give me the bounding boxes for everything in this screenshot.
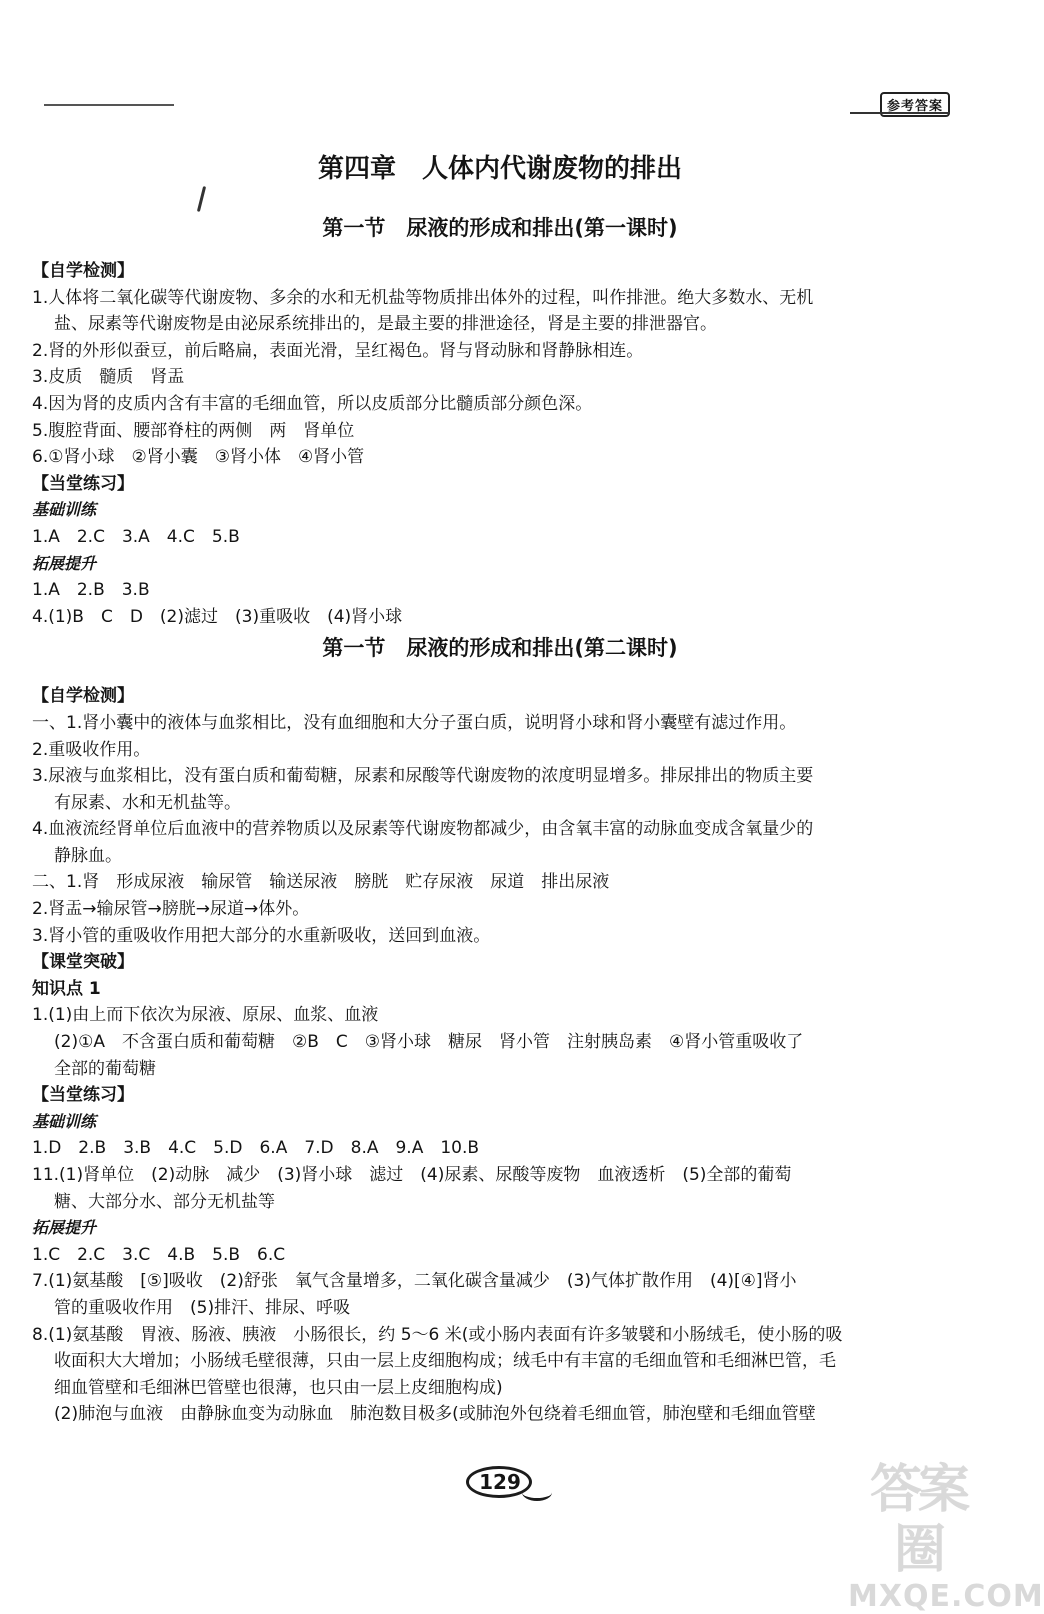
answer-line: 7.(1)氨基酸 [⑤]吸收 (2)舒张 氧气含量增多，二氧化碳含量减少 (3)气体扩散作用 (4)[④]肾小 [32,1271,797,1292]
subheading-basic-training: 基础训练 [32,500,97,520]
watermark-text: 答案圈 [869,1460,966,1580]
answer-line: 盐、尿素等代谢废物是由泌尿系统排出的，是最主要的排泄途径，肾是主要的排泄器官。 [54,314,717,335]
heading-class-practice: 【当堂练习】 [32,1085,134,1106]
answer-line: 3.尿液与血浆相比，没有蛋白质和葡萄糖，尿素和尿酸等代谢废物的浓度明显增多。排尿排出的物质主要 [32,766,814,787]
chapter-title: 第四章 人体内代谢废物的排出 [317,154,682,184]
answer-line: 1.(1)由上而下依次为尿液、原尿、血浆、血液 [32,1005,379,1026]
header-badge: 参考答案 [880,92,950,117]
answer-line: 2.肾盂→输尿管→膀胱→尿道→体外。 [32,899,310,920]
answer-line: 4.血液流经肾单位后血液中的营养物质以及尿素等代谢废物都减少，由含氧丰富的动脉血变成含氧量少的 [32,819,814,840]
answer-line: 2.重吸收作用。 [32,739,151,760]
answer-line: 1.C 2.C 3.C 4.B 5.B 6.C [32,1244,286,1265]
heading-self-check: 【自学检测】 [32,686,134,707]
answer-line: (2)①A 不含蛋白质和葡萄糖 ②B C ③肾小球 糖尿 肾小管 注射胰岛素 ④肾小管重吸收了 [54,1032,804,1053]
answer-line: 糖、大部分水、部分无机盐等 [54,1191,275,1212]
answer-line: 4.(1)B C D (2)滤过 (3)重吸收 (4)肾小球 [32,606,403,627]
answer-line: 3.皮质 髓质 肾盂 [32,367,185,388]
answer-line: 管的重吸收作用 (5)排汗、排尿、呼吸 [54,1297,351,1318]
answer-line: 有尿素、水和无机盐等。 [54,792,241,813]
answer-line: 1.D 2.B 3.B 4.C 5.D 6.A 7.D 8.A 9.A 10.B [32,1138,480,1159]
section-title-lesson-2: 第一节 尿液的形成和排出(第二课时) [322,636,678,660]
answer-line: 5.腹腔背面、腰部脊柱的两侧 两 肾单位 [32,420,355,441]
heading-class-breakthrough: 【课堂突破】 [32,952,134,973]
answer-line: 3.肾小管的重吸收作用把大部分的水重新吸收，送回到血液。 [32,925,491,946]
answer-line: 一、1.肾小囊中的液体与血浆相比，没有血细胞和大分子蛋白质，说明肾小球和肾小囊壁有滤过作用。 [32,712,797,733]
answer-line: (2)肺泡与血液 由静脉血变为动脉血 肺泡数目极多(或肺泡外包绕着毛细血管，肺泡壁和毛细血管壁 [54,1404,816,1425]
answer-line: 1.A 2.C 3.A 4.C 5.B [32,526,240,547]
page-number-text: 129 [479,1470,521,1494]
answer-line: 2.肾的外形似蚕豆，前后略扁，表面光滑，呈红褐色。肾与肾动脉和肾静脉相连。 [32,340,644,361]
answer-line: 6.①肾小球 ②肾小囊 ③肾小体 ④肾小管 [32,447,365,468]
answer-line: 细血管壁和毛细淋巴管壁也很薄，也只由一层上皮细胞构成) [54,1377,503,1398]
watermark-url: MXQE.COM [848,1579,1044,1614]
answer-line: 1.A 2.B 3.B [32,580,150,601]
answer-line: 11.(1)肾单位 (2)动脉 减少 (3)肾小球 滤过 (4)尿素、尿酸等废物 血液透析 (5)全部的葡萄 [32,1165,792,1185]
pen-mark [197,186,206,212]
section-title-lesson-1: 第一节 尿液的形成和排出(第一课时) [322,216,678,240]
subheading-extension: 拓展提升 [32,1218,97,1238]
page-number-swoosh [522,1484,552,1501]
answer-line: 收面积大大增加；小肠绒毛壁很薄，只由一层上皮细胞构成；绒毛中有丰富的毛细血管和毛细淋巴管，毛 [54,1351,836,1372]
heading-self-check: 【自学检测】 [32,261,134,281]
answer-line: 8.(1)氨基酸 胃液、肠液、胰液 小肠很长，约 5～6 米(或小肠内表面有许多皱襞和小肠绒毛，使小肠的吸 [32,1324,843,1345]
answer-line: 4.因为肾的皮质内含有丰富的毛细血管，所以皮质部分比髓质部分颜色深。 [32,393,593,414]
answer-line: 二、1.肾 形成尿液 输尿管 输送尿液 膀胱 贮存尿液 尿道 排出尿液 [32,872,610,893]
answer-line: 1.人体将二氧化碳等代谢废物、多余的水和无机盐等物质排出体外的过程，叫作排泄。绝大多数水、无机 [32,287,814,308]
watermark-logo [848,1460,1044,1614]
answer-body [32,258,972,1428]
heading-class-practice: 【当堂练习】 [32,473,134,494]
answer-line: 静脉血。 [54,845,122,866]
header-badge-underline [850,112,950,114]
subheading-extension: 拓展提升 [32,553,97,573]
answer-line: 全部的葡萄糖 [54,1058,156,1079]
subheading-knowledge-point: 知识点 1 [32,978,101,999]
section-gap [32,630,972,683]
page-number [450,1462,550,1502]
header-rule [44,104,174,106]
subheading-basic-training: 基础训练 [32,1111,97,1131]
